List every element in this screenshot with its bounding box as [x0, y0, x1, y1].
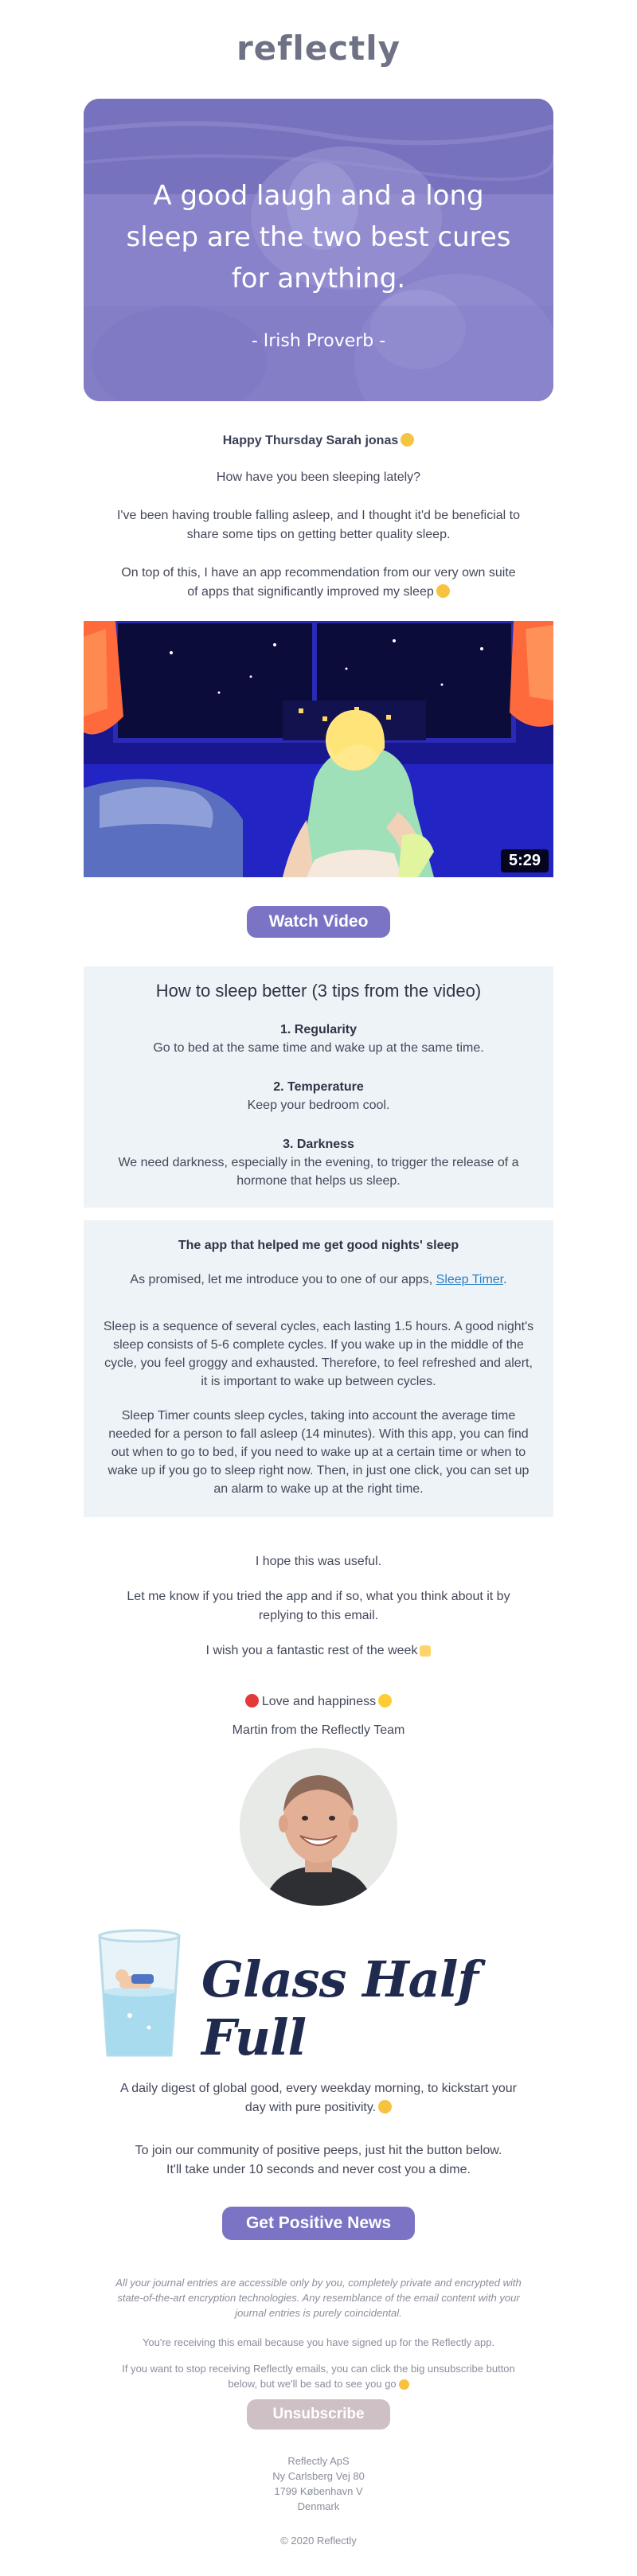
sparkles-emoji-icon [420, 1645, 431, 1657]
author-portrait-image [240, 1748, 397, 1906]
news-paragraph-2-line-2: It'll take under 10 seconds and never cost you a dime. [166, 2163, 471, 2176]
hero-quote-card [84, 99, 553, 401]
privacy-notice: All your journal entries are accessible only by you, completely private and encrypted with state-of-the-art encryption technologies. Any resemblance of the email content with your journal entries is purely coincidental. [115, 2277, 522, 2319]
intro-paragraph-2-text: On top of this, I have an app recommendation from our very own suite of apps that significantly improved my sleep [121, 566, 516, 599]
hero-text-block [115, 175, 522, 351]
glass-half-full-title: Glass Half Full [201, 1950, 479, 2067]
quote-author: - Irish Proverb - [251, 331, 386, 351]
red-heart-emoji-icon [245, 1694, 259, 1708]
video-thumbnail[interactable] [84, 621, 553, 877]
copyright: © 2020 Reflectly [280, 2535, 357, 2547]
grinning-face-emoji-icon [401, 433, 414, 447]
author-avatar [240, 1748, 397, 1906]
smiling-face-emoji-icon [378, 2100, 392, 2113]
intro-section [84, 401, 553, 602]
app-intro-text: As promised, let me introduce you to one of our apps, [130, 1273, 433, 1286]
signoff-text: Love and happiness [261, 1695, 377, 1708]
news-paragraph-2 [84, 2141, 553, 2180]
news-paragraph-1 [84, 2079, 553, 2117]
outro-line-3 [84, 1641, 553, 1661]
sleep-timer-link[interactable]: Sleep Timer [436, 1273, 504, 1286]
outro-line-2: Let me know if you tried the app and if so, what you think about it by replying to this email. [127, 1590, 510, 1622]
watch-video-row [0, 906, 637, 938]
subscription-reason: You're receiving this email because you have signed up for the Reflectly app. [142, 2336, 495, 2348]
news-paragraph-1-text: A daily digest of global good, every weekday morning, to kickstart your day with pure positivity. [119, 2082, 518, 2114]
tip-text: We need darkness, especially in the evening, to trigger the release of a hormone that helps us sleep. [118, 1156, 519, 1188]
video-duration-badge: 5:29 [501, 849, 549, 872]
sun-emoji-icon [378, 1694, 392, 1708]
intro-paragraph-2 [84, 564, 553, 602]
unsubscribe-row [84, 2399, 553, 2430]
signoff-line [84, 1692, 553, 1711]
unsubscribe-button[interactable]: Unsubscribe [247, 2399, 390, 2430]
outro-line-1: I hope this was useful. [255, 1555, 382, 1568]
tip-title: 2. Temperature [273, 1080, 364, 1094]
reflectly-logo[interactable]: reflectly [236, 28, 401, 68]
sad-face-emoji-icon [399, 2379, 409, 2390]
outro-section [84, 1517, 553, 1740]
outro-line-3-text: I wish you a fantastic rest of the week [205, 1644, 418, 1657]
address-line: 1799 København V [274, 2485, 363, 2497]
tip-text: Go to bed at the same time and wake up at the same time. [153, 1041, 484, 1055]
intro-paragraph-1: I've been having trouble falling asleep, and I thought it'd be beneficial to share some tips on getting better quality sleep. [116, 509, 521, 541]
video-illustration [84, 621, 553, 877]
logo-header [0, 0, 637, 96]
positive-news-row [0, 2207, 637, 2240]
greeting-line [84, 431, 553, 451]
address-line: Ny Carlsberg Vej 80 [272, 2470, 365, 2482]
tip-item [115, 1021, 522, 1057]
email-footer [84, 2275, 553, 2548]
sleep-question: How have you been sleeping lately? [216, 470, 421, 484]
tip-text: Keep your bedroom cool. [247, 1099, 390, 1112]
app-recommendation-card [84, 1220, 553, 1517]
company-address [84, 2453, 553, 2514]
app-intro-end: . [503, 1273, 507, 1286]
positive-news-section [84, 2079, 553, 2180]
app-paragraph-2: Sleep Timer counts sleep cycles, taking into account the average time needed for a person to fall asleep (14 minutes). With this app, you can find out when to go to bed, if you need to wake up at a certain time or when to wake up if you go to sleep right now. Then, in just one click, you can set up an alarm to wake up at the right time. [107, 1409, 530, 1496]
greeting-text: Happy Thursday Sarah jonas [222, 434, 399, 447]
tips-heading: How to sleep better (3 tips from the video) [155, 981, 482, 1001]
signature: Martin from the Reflectly Team [232, 1723, 405, 1737]
glass-half-full-banner [84, 1920, 553, 2071]
unsubscribe-notice [84, 2361, 553, 2391]
tip-item [115, 1135, 522, 1190]
address-line: Reflectly ApS [287, 2455, 350, 2467]
get-positive-news-button[interactable]: Get Positive News [222, 2207, 415, 2240]
app-heading: The app that helped me get good nights' sleep [178, 1239, 459, 1252]
tip-item [115, 1078, 522, 1114]
tip-title: 3. Darkness [283, 1138, 354, 1151]
app-intro [103, 1270, 534, 1289]
smiling-face-emoji-icon [436, 584, 450, 598]
news-paragraph-2-line-1: To join our community of positive peeps, just hit the button below. [135, 2144, 502, 2157]
quote-text: A good laugh and a long sleep are the two best cures for anything. [126, 180, 511, 295]
sleep-tips-card [84, 966, 553, 1208]
unsubscribe-notice-text: If you want to stop receiving Reflectly emails, you can click the big unsubscribe button below, but we'll be sad to see you go [122, 2363, 515, 2390]
tip-title: 1. Regularity [279, 1023, 358, 1036]
watch-video-button[interactable]: Watch Video [247, 906, 390, 938]
app-paragraph-1: Sleep is a sequence of several cycles, each lasting 1.5 hours. A good night's sleep consists of 5-6 complete cycles. If you wake up in the middle of the cycle, you feel groggy and exhausted. Therefore, to feel refreshed and alert, it is important to wake up between cycles. [103, 1320, 534, 1388]
address-line: Denmark [297, 2500, 340, 2512]
glass-icon [84, 1928, 195, 2063]
